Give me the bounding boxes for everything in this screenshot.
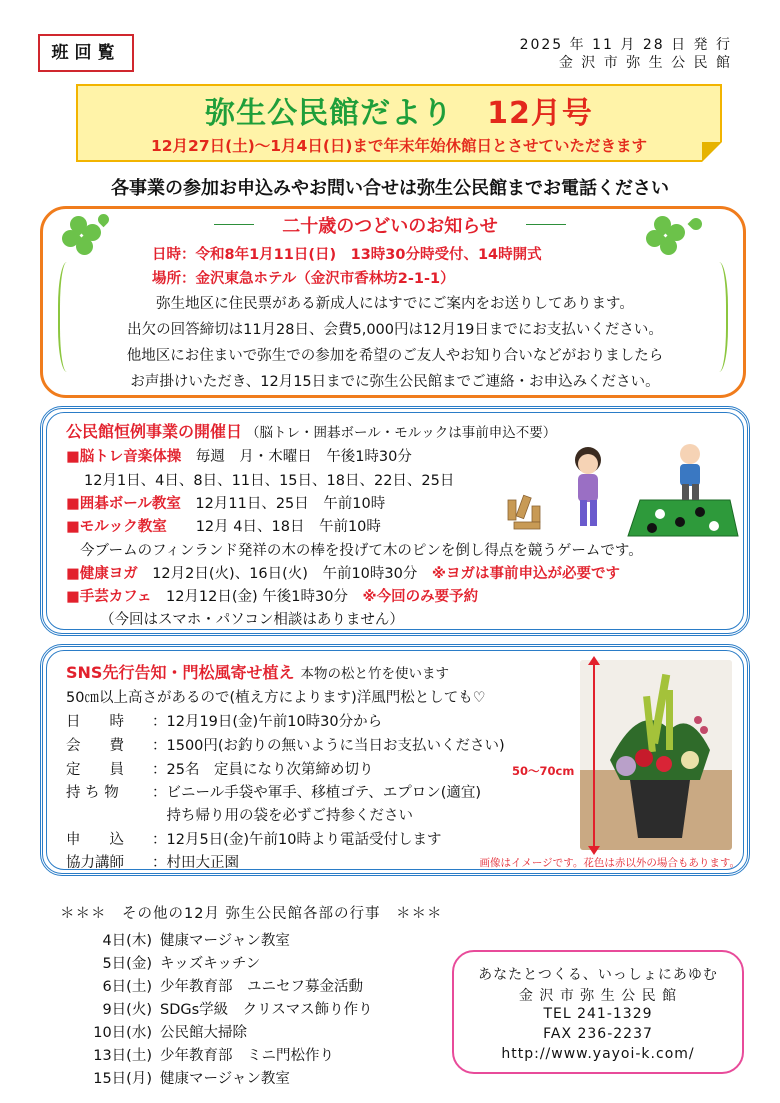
event-datetime [152,243,542,264]
event-date: 6日(土) [102,979,152,995]
event-title: キッズキッチン [160,956,261,972]
coming-of-age-line: 他地区にお住まいで弥生での参加を希望のご友人やお知り合いなどがおりましたら [126,348,664,364]
event-name: ■モルック教室 [66,519,167,535]
event-row [76,998,373,1019]
detail-row [66,781,481,802]
molkky-description: 今ブームのフィンランド発祥の木の棒を投げて木のピンを倒し得点を競うゲームです。 [80,543,643,559]
detail-row [66,758,373,779]
circulation-stamp: 班回覧 [38,34,134,72]
place-value: 金沢東急ホテル（金沢市香林坊2-1-1） [195,271,455,287]
event-title: SDGs学級 クリスマス飾り作り [160,1002,373,1018]
detail-row [66,734,505,755]
website-link[interactable]: http://www.yayoi-k.com/ [501,1046,695,1062]
girl-figure-icon [575,447,601,526]
issue-month: 12月号 [487,96,593,131]
event-row [76,1044,334,1065]
fax-number: FAX 236-2237 [543,1026,653,1042]
detail-row [66,804,413,825]
event-place [152,267,455,288]
detail-key: 定 員 [66,762,124,778]
old-man-figure-icon [680,444,700,500]
event-date: 4日(木) [102,933,152,949]
publisher: 金 沢 市 弥 生 公 民 館 [558,55,732,71]
kadomatsu-subtitle: 本物の松と竹を使います [300,666,449,682]
coming-of-age-title: 二十歳のつどいのお知らせ [282,216,498,237]
event-name: ■手芸カフェ [66,589,152,605]
event-warning: ※今回のみ要予約 [362,589,479,605]
event-schedule: 12月12日(金) 午後1時30分 [165,589,348,605]
event-name: ■囲碁ボール教室 [66,496,181,512]
detail-key: 持 ち 物 [66,785,119,801]
event-date: 13日(土) [93,1048,152,1064]
event-title: 健康マージャン教室 [160,933,290,949]
craft-cafe-note: （今回はスマホ・パソコン相談はありません） [100,612,404,628]
event-date: 10日(水) [93,1025,152,1041]
height-indicator-line [593,662,595,848]
event-schedule: 12月11日、25日 午前10時 [195,496,386,512]
event-schedule: 12月2日(火)、16日(火) 午前10時30分 [152,566,418,582]
event-date: 15日(月) [93,1071,152,1087]
event-title: 少年教育部 ユニセフ募金活動 [160,979,363,995]
arrow-down-icon [588,846,600,855]
event-title: 健康マージャン教室 [160,1071,290,1087]
arrow-up-icon [588,656,600,665]
detail-row [66,851,239,872]
height-label: 50～70cm [512,764,575,778]
photo-caption: 画像はイメージです。花色は赤以外の場合もあります。 [479,857,740,869]
event-row [76,1067,290,1088]
brain-training-dates: 12月1日、4日、8日、11日、15日、18日、22日、25日 [84,473,455,489]
go-board-icon [628,500,738,536]
event-warning: ※ヨガは事前申込が必要です [431,566,620,582]
detail-value: ：25名 定員になり次第締め切り [152,762,374,778]
center-name: 金 沢 市 弥 生 公 民 館 [518,988,678,1004]
phone-number: TEL 241-1329 [543,1006,653,1022]
event-date: 9日(火) [102,1002,152,1018]
datetime-value: 令和8年1月11日(日) 13時30分時受付、14時開式 [195,247,542,263]
event-row [76,952,260,973]
coming-of-age-line: お声掛けいただき、12月15日までに弥生公民館までご連絡・お申込みください。 [130,374,660,390]
event-row [76,975,363,996]
issue-date: 2025 年 11 月 28 日 発 行 [519,37,732,53]
kadomatsu-photo [580,660,732,850]
regular-note: （脳トレ・囲碁ボール・モルックは事前申込不要） [246,425,557,441]
wooden-pins-icon [508,495,540,529]
detail-key: 協力講師 [66,855,124,871]
kadomatsu-intro: 50㎝以上高さがあるので(植え方によります)洋風門松としても♡ [66,690,486,706]
detail-key: 日 時 [66,714,124,730]
contact-lead: 各事業の参加お申込みやお問い合せは弥生公民館までお電話ください [111,178,669,199]
event-row [76,1021,247,1042]
issue-info [470,36,732,72]
detail-value: ：村田大正園 [152,855,239,871]
newsletter-title [76,88,722,132]
molkky-row [66,515,381,536]
event-title: 公民館大掃除 [160,1025,247,1041]
yoga-row [66,562,620,583]
kadomatsu-image-icon [580,660,732,850]
event-name: ■健康ヨガ [66,566,138,582]
event-schedule: 毎週 月・木曜日 午後1時30分 [195,449,412,465]
regular-title-text: 公民館恒例事業の開催日 [66,422,243,441]
coming-of-age-line: 出欠の回答締切は11月28日、会費5,000円は12月19日までにお支払いください。 [127,322,663,338]
detail-value: 持ち帰り用の袋を必ずご持参ください [152,808,413,824]
title-text: 弥生公民館だより [205,96,454,131]
molkky-player-illustration [500,440,740,540]
clover-right-icon [640,212,710,272]
detail-key: 会 費 [66,738,124,754]
event-date: 5日(金) [102,956,152,972]
other-events-title: ＊＊＊ その他の12月 弥生公民館各部の行事 ＊＊＊ [60,906,443,922]
detail-value: ：ビニール手袋や軍手、移植ゴテ、エプロン(適宜) [152,785,482,801]
datetime-label: 日時： [152,247,196,263]
coming-of-age-line: 弥生地区に住民票がある新成人にはすでにご案内をお送りしてあります。 [156,296,634,312]
holiday-closure-notice: 12月27日(土)～1月4日(日)まで年末年始休館日とさせていただきます [150,137,648,155]
go-ball-row [66,492,385,513]
regular-events-title [66,419,556,442]
event-title: 少年教育部 ミニ門松作り [160,1048,334,1064]
place-label: 場所： [152,271,196,287]
detail-row [66,710,382,731]
detail-value: ：12月5日(金)午前10時より電話受付します [152,832,442,848]
kadomatsu-title [66,660,449,683]
detail-row [66,828,441,849]
event-name: ■脳トレ音楽体操 [66,449,182,465]
detail-value: ：12月19日(金)午前10時30分から [152,714,383,730]
detail-key: 申 込 [66,832,124,848]
event-schedule: 12月 4日、18日 午前10時 [195,519,381,535]
kadomatsu-title-text: SNS先行告知・門松風寄せ植え [66,663,295,682]
detail-value: ：1500円(お釣りの無いように当日お支払いください) [152,738,505,754]
event-row [76,929,290,950]
brain-training-row [66,445,412,466]
slogan: あなたとつくる、いっしょにあゆむ [478,967,718,983]
craft-cafe-row [66,585,478,606]
